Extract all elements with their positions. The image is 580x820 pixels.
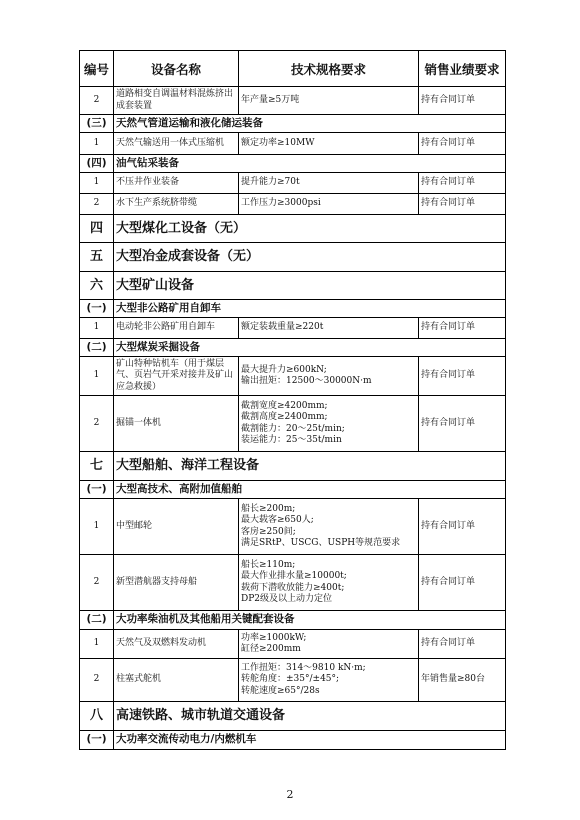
subsection-number: (一): [80, 731, 114, 750]
sales-requirement: 持有合同订单: [419, 87, 506, 115]
sales-requirement: 持有合同订单: [419, 318, 506, 339]
table-row: [80, 396, 506, 452]
tech-spec: [239, 87, 419, 115]
tech-spec-line: 工作压力≥3000psi: [241, 198, 321, 209]
subsection-number: (三): [80, 115, 114, 133]
section-row: [80, 215, 506, 243]
tech-spec: [239, 194, 419, 215]
table-row: [80, 318, 506, 339]
item-number: 1: [80, 357, 114, 396]
equipment-name: 中型邮轮: [114, 499, 239, 555]
tech-spec-line: 额定功率≥10MW: [241, 137, 315, 148]
tech-spec-line: 最大载客≥650人;: [241, 515, 314, 525]
tech-spec-line: 转舵角度：±35°/±45°;: [241, 674, 340, 685]
tech-spec: [239, 630, 419, 659]
tech-spec: [239, 555, 419, 611]
header-equipment-name: 设备名称: [114, 51, 239, 87]
section-row: [80, 452, 506, 481]
item-number: 2: [80, 555, 114, 611]
tech-spec-line: 满足SRtP、USCG、USPH等规范要求: [241, 538, 401, 548]
subsection-row: [80, 339, 506, 357]
sales-requirement: 持有合同订单: [419, 396, 506, 452]
subsection-number: (二): [80, 611, 114, 630]
item-number: 2: [80, 194, 114, 215]
equipment-name: 天然气输送用一体式压缩机: [114, 133, 239, 155]
table-row: [80, 194, 506, 215]
header-number: 编号: [80, 51, 114, 87]
tech-spec-line: 截割高度≥2400mm;: [241, 412, 328, 422]
tech-spec-line: 截割能力：20～25t/min;: [241, 423, 345, 434]
section-number: 七: [80, 452, 114, 481]
section-row: [80, 243, 506, 272]
tech-spec-line: DP2级及以上动力定位: [241, 594, 332, 604]
tech-spec: [239, 396, 419, 452]
tech-spec: [239, 659, 419, 702]
subsection-number: (一): [80, 300, 114, 318]
tech-spec-line: 装运能力：25～35t/min: [241, 435, 342, 445]
equipment-name: 掘锚一体机: [114, 396, 239, 452]
section-title: 高速铁路、城市轨道交通设备: [114, 702, 506, 731]
equipment-name: 矿山特种钻机车（用于煤层气、页岩气开采对接井及矿山应急救援）: [114, 357, 239, 396]
subsection-row: [80, 481, 506, 499]
subsection-row: [80, 155, 506, 173]
header-tech-spec: 技术规格要求: [239, 51, 419, 87]
sales-requirement: 持有合同订单: [419, 133, 506, 155]
section-row: [80, 702, 506, 731]
tech-spec-line: 截割宽度≥4200mm;: [241, 400, 328, 411]
equipment-name: 电动轮非公路矿用自卸车: [114, 318, 239, 339]
subsection-number: (一): [80, 481, 114, 499]
subsection-title: 大型煤炭采掘设备: [114, 339, 506, 357]
header-sales-requirement: 销售业绩要求: [419, 51, 506, 87]
subsection-title: 大型非公路矿用自卸车: [114, 300, 506, 318]
table-row: [80, 357, 506, 396]
tech-spec-line: 最大作业排水量≥10000t;: [241, 571, 347, 581]
equipment-name: 不压井作业装备: [114, 173, 239, 194]
table-row: [80, 659, 506, 702]
tech-spec-line: 额定装载重量≥220t: [241, 322, 324, 333]
subsection-title: 大功率交流传动电力/内燃机车: [114, 731, 506, 750]
item-number: 1: [80, 630, 114, 659]
subsection-row: [80, 115, 506, 133]
tech-spec-line: 最大提升力≥600kN;: [241, 364, 327, 375]
equipment-name: 道路相变自调温材料混炼挤出成套装置: [114, 87, 239, 115]
tech-spec-line: 工作扭矩：314～9810 kN·m;: [241, 662, 366, 673]
item-number: 1: [80, 133, 114, 155]
tech-spec-line: 船长≥110m;: [241, 559, 296, 570]
tech-spec-line: 年产量≥5万吨: [241, 94, 300, 105]
section-title: 大型船舶、海洋工程设备: [114, 452, 506, 481]
table-row: [80, 87, 506, 115]
tech-spec: [239, 173, 419, 194]
table-header-row: [80, 51, 506, 87]
tech-spec-line: 提升能力≥70t: [241, 177, 300, 188]
equipment-name: 新型潜航器支持母船: [114, 555, 239, 611]
item-number: 2: [80, 87, 114, 115]
subsection-title: 大功率柴油机及其他船用关键配套设备: [114, 611, 506, 630]
table-row: [80, 133, 506, 155]
item-number: 2: [80, 659, 114, 702]
sales-requirement: 持有合同订单: [419, 173, 506, 194]
sales-requirement: 持有合同订单: [419, 357, 506, 396]
tech-spec-line: 客房≥250间;: [241, 526, 296, 537]
tech-spec-line: 缸径≥200mm: [241, 644, 301, 654]
table-body: [80, 87, 506, 750]
subsection-row: [80, 731, 506, 750]
equipment-table: [79, 50, 506, 750]
subsection-number: (二): [80, 339, 114, 357]
tech-spec: [239, 133, 419, 155]
page-number: 2: [286, 788, 294, 801]
subsection-title: 天然气管道运输和液化储运装备: [114, 115, 506, 133]
table-row: [80, 499, 506, 555]
section-title: 大型冶金成套设备（无）: [114, 243, 506, 272]
tech-spec: [239, 357, 419, 396]
tech-spec: [239, 499, 419, 555]
section-title: 大型煤化工设备（无）: [114, 215, 506, 243]
section-row: [80, 272, 506, 300]
section-number: 四: [80, 215, 114, 243]
equipment-name: 天然气及双燃料发动机: [114, 630, 239, 659]
sales-requirement: 年销售量≥80台: [419, 659, 506, 702]
table-row: [80, 630, 506, 659]
tech-spec-line: 转舵速度≥65°/28s: [241, 685, 320, 696]
subsection-row: [80, 611, 506, 630]
table-row: [80, 173, 506, 194]
equipment-name: 柱塞式舵机: [114, 659, 239, 702]
section-number: 五: [80, 243, 114, 272]
subsection-title: 油气钻采装备: [114, 155, 506, 173]
sales-requirement: 持有合同订单: [419, 555, 506, 611]
tech-spec-line: 载荷下潜收放能力≥400t;: [241, 582, 345, 593]
tech-spec-line: 船长≥200m;: [241, 503, 296, 514]
tech-spec-line: 功率≥1000kW;: [241, 632, 307, 643]
sales-requirement: 持有合同订单: [419, 194, 506, 215]
item-number: 2: [80, 396, 114, 452]
subsection-row: [80, 300, 506, 318]
equipment-name: 水下生产系统脐带缆: [114, 194, 239, 215]
tech-spec: [239, 318, 419, 339]
sales-requirement: 持有合同订单: [419, 630, 506, 659]
section-number: 六: [80, 272, 114, 300]
subsection-number: (四): [80, 155, 114, 173]
tech-spec-line: 输出扭矩：12500～30000N·m: [241, 376, 372, 386]
table-row: [80, 555, 506, 611]
item-number: 1: [80, 318, 114, 339]
item-number: 1: [80, 499, 114, 555]
section-number: 八: [80, 702, 114, 731]
subsection-title: 大型高技术、高附加值船舶: [114, 481, 506, 499]
item-number: 1: [80, 173, 114, 194]
sales-requirement: 持有合同订单: [419, 499, 506, 555]
section-title: 大型矿山设备: [114, 272, 506, 300]
